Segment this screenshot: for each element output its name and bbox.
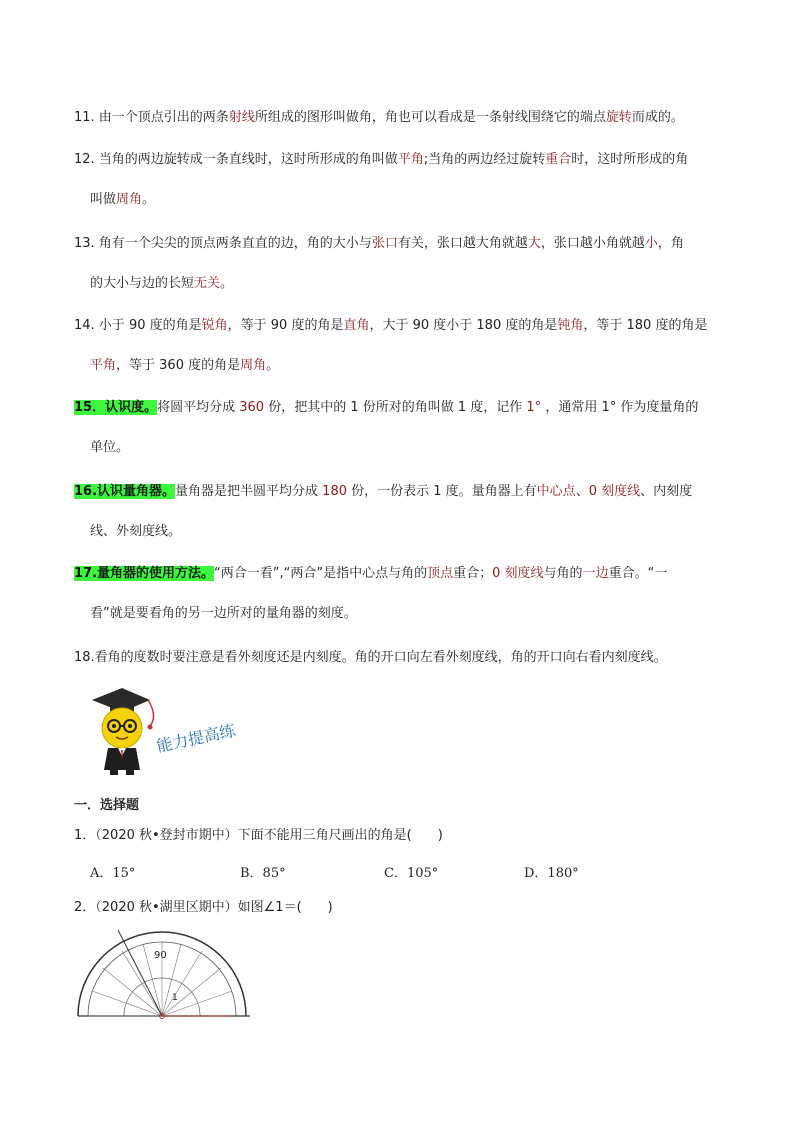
text: 。 — [142, 192, 156, 207]
item-14-line-1 — [74, 316, 707, 336]
item-13-line-2 — [90, 274, 233, 294]
text: ，通常用 1° 作为度量角的 — [541, 400, 699, 415]
item-16-line-2 — [90, 522, 181, 542]
q1-option-a: A．15° — [90, 866, 136, 881]
answer-text: 小 — [644, 236, 658, 251]
item-15-line-2 — [90, 438, 129, 458]
answer-text: 180 — [322, 484, 347, 499]
text: 13. 角有一个尖尖的顶点两条直直的边，角的大小与 — [74, 236, 372, 251]
eye-right — [128, 724, 132, 728]
text: 。 — [266, 358, 280, 373]
text: 、 — [575, 484, 589, 499]
mascot-foot-right — [126, 770, 134, 775]
item-17-line-2 — [90, 604, 357, 624]
text: 叫做 — [90, 192, 117, 207]
text: ，张口越小角就越 — [540, 236, 645, 251]
item-17-line-1 — [74, 564, 667, 584]
question-1-stem: 1．（2020 秋•登封市期中）下面不能用三角尺画出的角是( ) — [74, 828, 443, 843]
eye-left — [112, 724, 116, 728]
answer-text: 顶点 — [427, 566, 454, 581]
text: 量角器是把半圆平均分成 — [175, 484, 323, 499]
text: 重合； — [453, 566, 493, 581]
text: 、内刻度 — [640, 484, 693, 499]
item-14-line-2 — [90, 356, 279, 376]
text: 时，这时所形成的角 — [571, 152, 689, 167]
highlight-heading: 16.认识量角器。 — [74, 484, 176, 499]
q1-option-b: B．85° — [240, 866, 286, 881]
item-12-line-2 — [90, 190, 155, 210]
item-16-line-1 — [74, 482, 692, 502]
answer-text: 直角 — [343, 318, 370, 333]
answer-text: 平角 — [397, 152, 424, 167]
banner-text: 能力提高练 — [154, 720, 238, 756]
text: 与角的 — [543, 566, 583, 581]
text: 将圆平均分成 — [157, 400, 240, 415]
label-90: 90 — [154, 950, 167, 961]
answer-text: 0 刻度线 — [588, 484, 641, 499]
text: ，等于 90 度的角是 — [227, 318, 344, 333]
text: ，等于 180 度的角是 — [583, 318, 708, 333]
text: 看”就是要看角的另一边所对的量角器的刻度。 — [90, 606, 357, 621]
text: 18.看角的度数时要注意是看外刻度还是内刻度。角的开口向左看外刻度线，角的开口向右看内刻度线。 — [74, 650, 667, 665]
angle-label: 1 — [172, 993, 178, 1003]
answer-text: 大 — [527, 236, 541, 251]
answer-text: 一边 — [582, 566, 609, 581]
answer-text: 平角 — [90, 358, 117, 373]
text: 的大小与边的长短 — [90, 276, 195, 291]
text: 线、外刻度线。 — [90, 524, 182, 539]
text: 而成的。 — [631, 110, 684, 125]
item-18-line — [74, 648, 667, 668]
text: 份，把其中的 1 份所对的角叫做 1 度，记作 — [264, 400, 527, 415]
answer-text: 旋转 — [605, 110, 632, 125]
text: 份，一份表示 1 度。量角器上有 — [347, 484, 537, 499]
item-12-line-1 — [74, 150, 688, 170]
answer-text: 张口 — [371, 236, 398, 251]
q1-option-d: D．180° — [524, 866, 579, 881]
text: 11. 由一个顶点引出的两条 — [74, 110, 229, 125]
question-2-stem: 2．（2020 秋•湖里区期中）如图∠1＝( ) — [74, 900, 333, 915]
text: “两合一看”,“两合”是指中心点与角的 — [214, 566, 428, 581]
answer-text: 360 — [239, 400, 265, 415]
answer-text: 中心点 — [536, 484, 576, 499]
angle-side-ray — [118, 930, 162, 1016]
text: 。 — [220, 276, 234, 291]
text: 重合。“一 — [608, 566, 668, 581]
answer-text: 重合 — [545, 152, 572, 167]
item-13-line-1 — [74, 234, 684, 254]
answer-text: 周角 — [240, 358, 267, 373]
text: ，等于 360 度的角是 — [116, 358, 241, 373]
text: ，角 — [657, 236, 684, 251]
cap-tassel — [148, 700, 154, 726]
item-15-line-1 — [74, 398, 698, 418]
item-11-line — [74, 108, 684, 128]
answer-text: 钝角 — [557, 318, 584, 333]
answer-text: 1° — [526, 400, 542, 415]
protractor-figure — [74, 930, 256, 1026]
highlight-heading: 17.量角器的使用方法。 — [74, 566, 215, 581]
text: ;当角的两边经过旋转 — [423, 152, 546, 167]
answer-text: 周角 — [116, 192, 143, 207]
q1-option-c: C．105° — [384, 866, 439, 881]
text: 有关，张口越大角就越 — [397, 236, 528, 251]
answer-text: 0 刻度线 — [492, 566, 544, 581]
answer-text: 射线 — [228, 110, 255, 125]
text: 12. 当角的两边旋转成一条直线时，这时所形成的角叫做 — [74, 152, 398, 167]
text: 单位。 — [90, 440, 130, 455]
mascot-foot-left — [110, 770, 118, 775]
text: 14. 小于 90 度的角是 — [74, 318, 202, 333]
text: ，大于 90 度小于 180 度的角是 — [369, 318, 558, 333]
answer-text: 锐角 — [201, 318, 228, 333]
mascot-banner — [88, 686, 258, 778]
highlight-heading: 15．认识度。 — [74, 400, 158, 415]
section-title: 一．选择题 — [74, 798, 140, 813]
tassel-end — [148, 725, 153, 730]
answer-text: 无关 — [194, 276, 221, 291]
text: 所组成的图形叫做角，角也可以看成是一条射线围绕它的端点 — [254, 110, 606, 125]
